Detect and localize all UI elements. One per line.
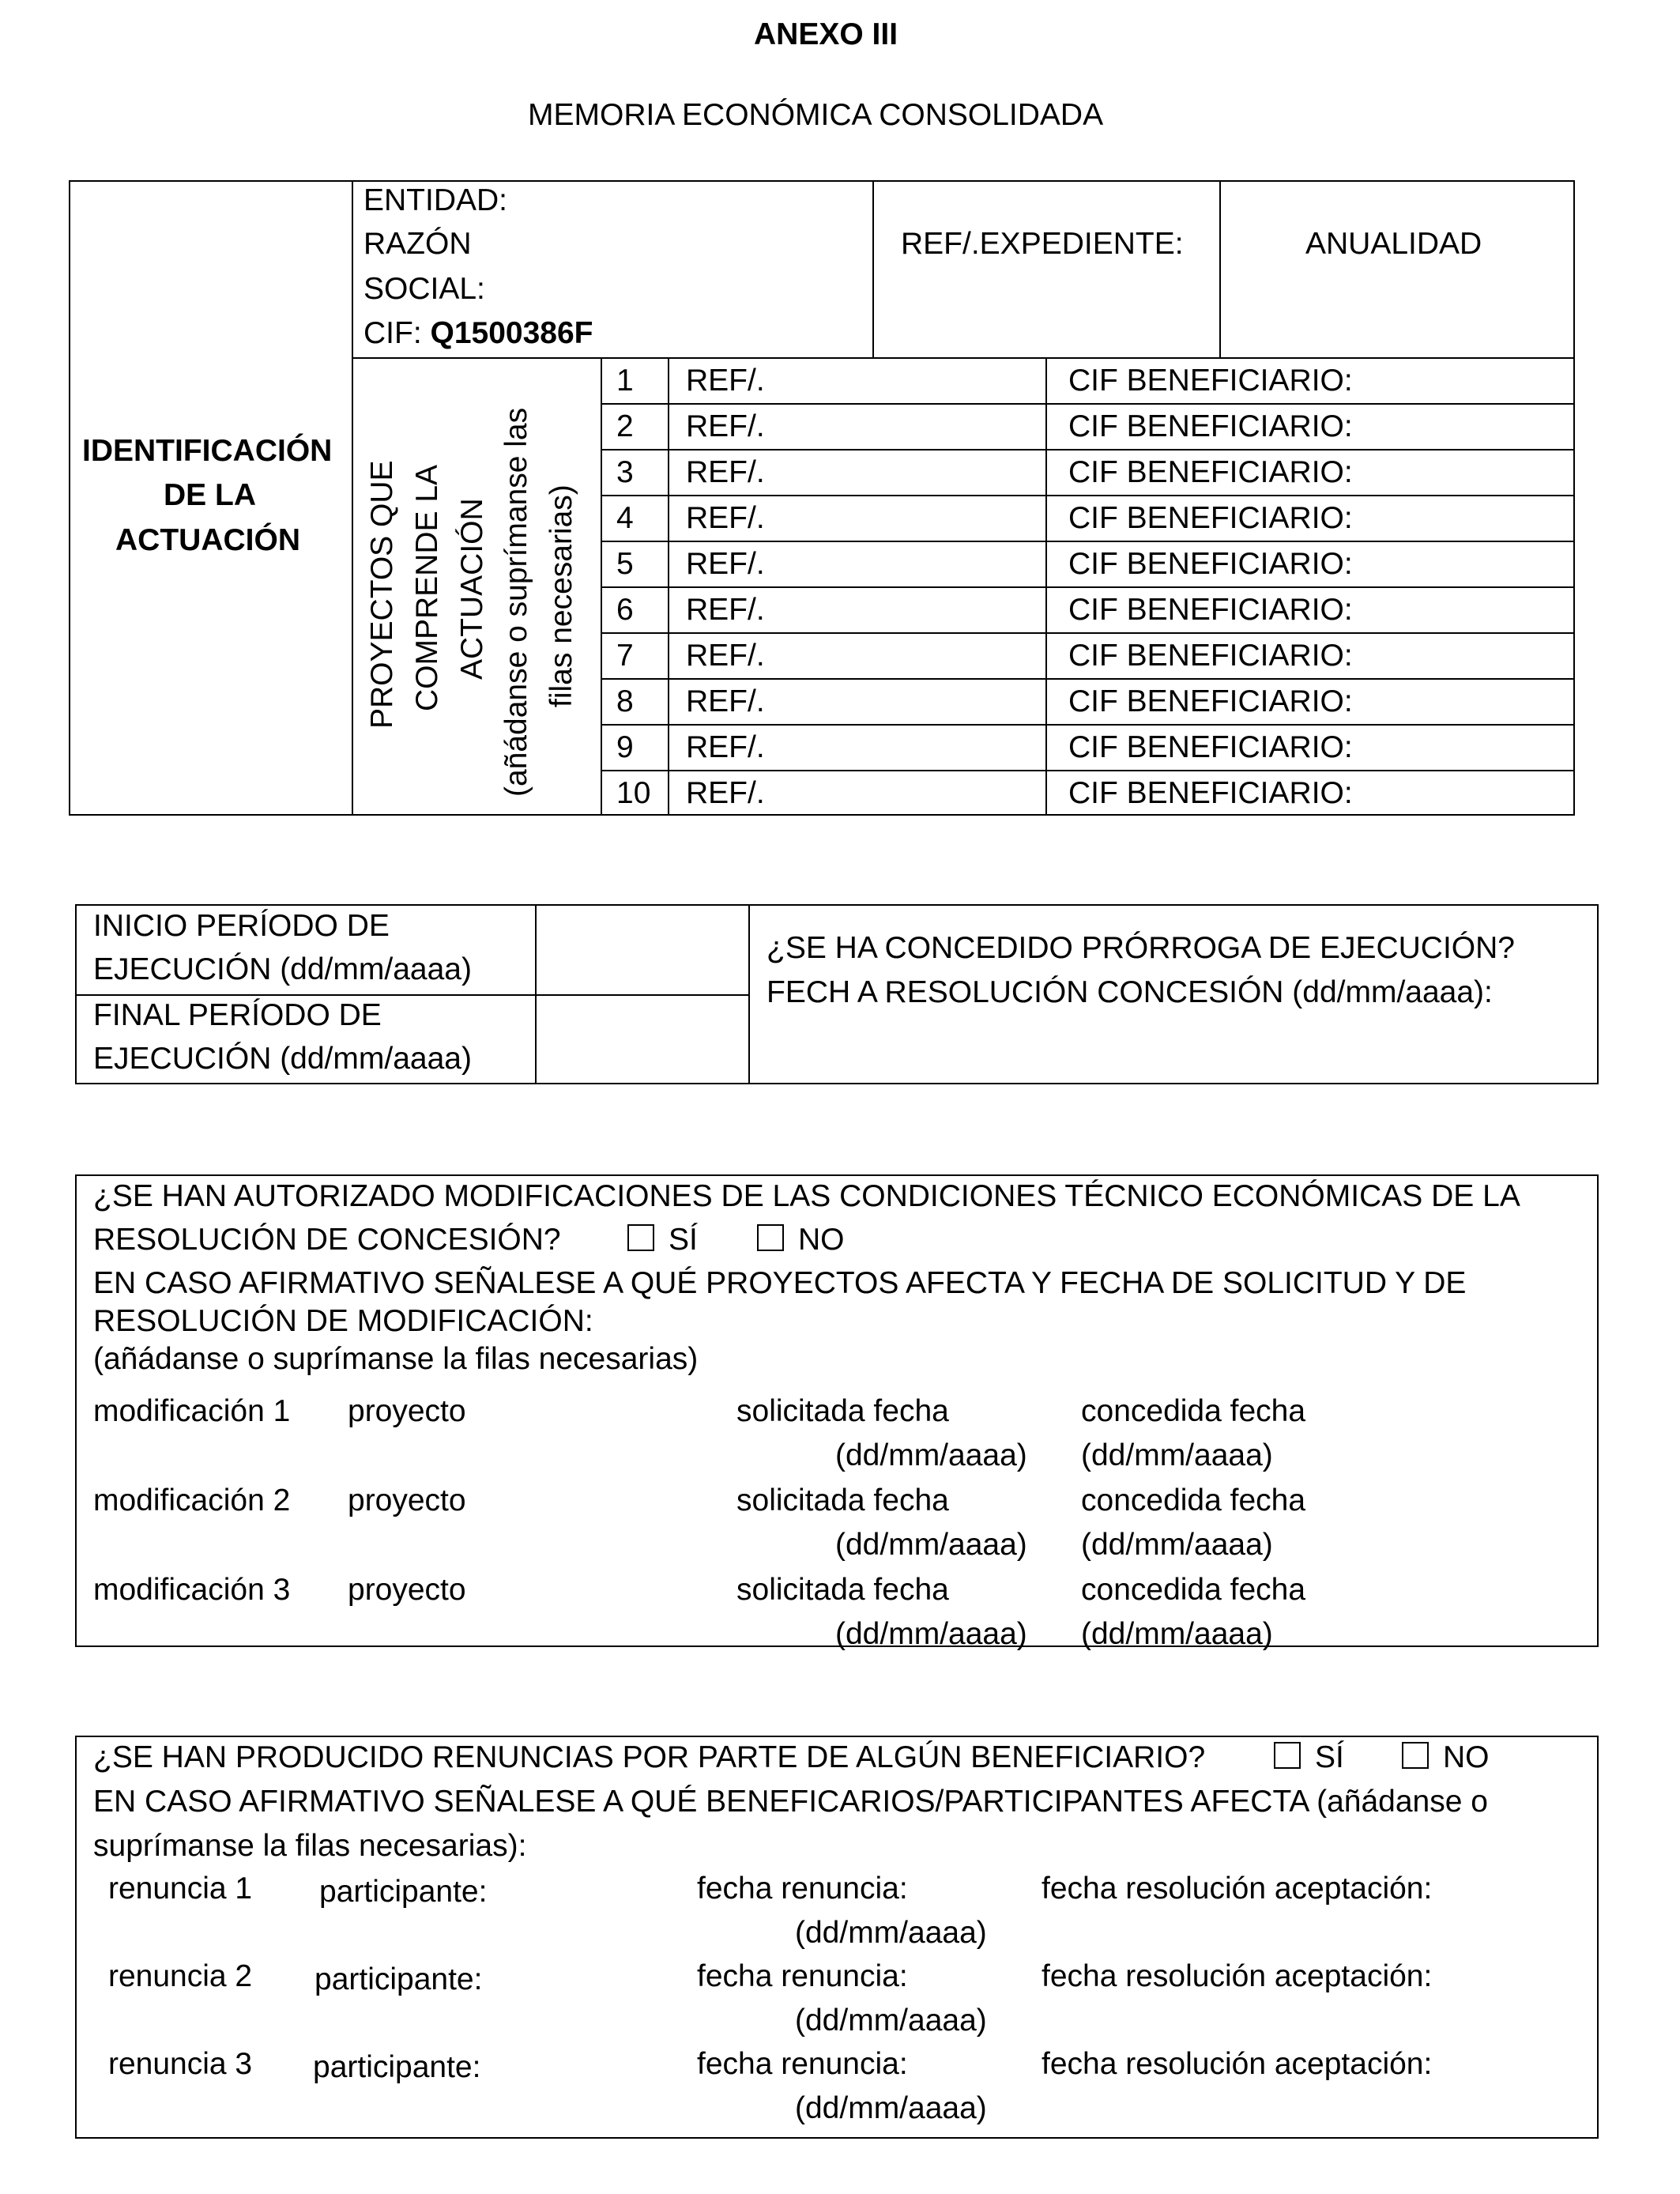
proyecto-row-ref-label: REF/.: [686, 364, 765, 398]
cif-label: CIF:: [363, 316, 431, 350]
proyecto-row-cif-label: CIF BENEFICIARIO:: [1068, 409, 1353, 443]
modificaciones-question-line1: ¿SE HAN AUTORIZADO MODIFICACIONES DE LAS CONDICIONES TÉCNICO ECONÓMICAS DE LA: [93, 1179, 1520, 1213]
proyecto-row-cif-label: CIF BENEFICIARIO:: [1068, 593, 1353, 627]
renuncia-fecha-format: (dd/mm/aaaa): [795, 2004, 987, 2038]
modificacion-concedida-label: concedida fecha: [1081, 1573, 1306, 1607]
modificacion-label: modificación 1: [93, 1394, 291, 1428]
identificacion-label-line3: ACTUACIÓN: [115, 523, 300, 557]
renuncia-resolucion-label: fecha resolución aceptación:: [1042, 1959, 1433, 1993]
proyecto-row-number: 4: [616, 501, 634, 535]
modificaciones-no-checkbox[interactable]: [757, 1224, 784, 1251]
modificaciones-instr-line2: RESOLUCIÓN DE MODIFICACIÓN:: [93, 1304, 593, 1338]
proyecto-row-cif-label: CIF BENEFICIARIO:: [1068, 639, 1353, 673]
proyecto-row-number: 9: [616, 730, 634, 764]
renuncias-question: ¿SE HAN PRODUCIDO RENUNCIAS POR PARTE DE ALGÚN BENEFICIARIO?: [93, 1740, 1206, 1774]
modificacion-concedida-label: concedida fecha: [1081, 1394, 1306, 1428]
modificacion-concedida-format: (dd/mm/aaaa): [1081, 1438, 1273, 1472]
cif-value: Q1500386F: [430, 316, 593, 350]
proyecto-row-ref-label: REF/.: [686, 776, 765, 810]
modificaciones-instr-line1: EN CASO AFIRMATIVO SEÑALESE A QUÉ PROYECTOS AFECTA Y FECHA DE SOLICITUD Y DE: [93, 1266, 1467, 1300]
renuncia-fecha-label: fecha renuncia:: [697, 2047, 908, 2081]
modificacion-solicitada-label: solicitada fecha: [736, 1573, 949, 1607]
final-periodo-label-line1: FINAL PERÍODO DE: [93, 998, 382, 1032]
page-title: ANEXO III: [754, 17, 898, 51]
proyecto-row-number: 3: [616, 455, 634, 489]
proyectos-label-line1: PROYECTOS QUE: [365, 460, 399, 729]
proyecto-row-cif-label: CIF BENEFICIARIO:: [1068, 547, 1353, 581]
renuncias-no-checkbox[interactable]: [1402, 1742, 1429, 1769]
identificacion-outer-box: [69, 180, 1575, 816]
renuncias-si-checkbox[interactable]: [1274, 1742, 1301, 1769]
renuncia-fecha-label: fecha renuncia:: [697, 1959, 908, 1993]
proyecto-row-ref-label: REF/.: [686, 455, 765, 489]
proyecto-row-ref-label: REF/.: [686, 547, 765, 581]
proyecto-row-number: 1: [616, 364, 634, 398]
proyecto-row-ref-label: REF/.: [686, 409, 765, 443]
modificacion-concedida-format: (dd/mm/aaaa): [1081, 1617, 1273, 1651]
proyecto-row-number: 6: [616, 593, 634, 627]
inicio-periodo-label-line2: EJECUCIÓN (dd/mm/aaaa): [93, 952, 472, 986]
proyecto-row-ref-label: REF/.: [686, 639, 765, 673]
entidad-label: ENTIDAD:: [363, 183, 508, 217]
modificacion-concedida-format: (dd/mm/aaaa): [1081, 1528, 1273, 1562]
proyecto-row-cif-label: CIF BENEFICIARIO:: [1068, 501, 1353, 535]
renuncia-fecha-format: (dd/mm/aaaa): [795, 1916, 987, 1950]
renuncia-resolucion-label: fecha resolución aceptación:: [1042, 2047, 1433, 2081]
proyecto-row-number: 5: [616, 547, 634, 581]
final-periodo-input[interactable]: [537, 997, 746, 1082]
proyectos-label-line5: filas necesarias): [544, 484, 578, 707]
proyecto-row-cif-label: CIF BENEFICIARIO:: [1068, 455, 1353, 489]
prorroga-question: ¿SE HA CONCEDIDO PRÓRROGA DE EJECUCIÓN?: [767, 931, 1515, 965]
razon-social-label-line1: RAZÓN: [363, 227, 472, 261]
renuncias-no-label: NO: [1443, 1740, 1490, 1774]
proyecto-row-number: 10: [616, 776, 651, 810]
proyectos-label-line2: COMPRENDE LA: [410, 464, 444, 711]
proyecto-row-number: 2: [616, 409, 634, 443]
modificacion-solicitada-format: (dd/mm/aaaa): [835, 1438, 1027, 1472]
proyecto-row-ref-label: REF/.: [686, 593, 765, 627]
renuncias-instr-line1: EN CASO AFIRMATIVO SEÑALESE A QUÉ BENEFICARIOS/PARTICIPANTES AFECTA (añádanse o: [93, 1785, 1488, 1819]
prorroga-fecha-label: FECH A RESOLUCIÓN CONCESIÓN (dd/mm/aaaa):: [767, 975, 1493, 1009]
proyecto-row-number: 7: [616, 639, 634, 673]
modificaciones-si-checkbox[interactable]: [627, 1224, 654, 1251]
renuncia-label: renuncia 1: [108, 1872, 253, 1906]
renuncia-fecha-label: fecha renuncia:: [697, 1872, 908, 1906]
modificacion-solicitada-label: solicitada fecha: [736, 1394, 949, 1428]
inicio-periodo-input[interactable]: [537, 907, 746, 992]
proyecto-row-cif-label: CIF BENEFICIARIO:: [1068, 684, 1353, 718]
proyecto-row-ref-label: REF/.: [686, 684, 765, 718]
renuncia-participante-label: participante:: [313, 2050, 481, 2084]
modificacion-solicitada-label: solicitada fecha: [736, 1483, 949, 1517]
modificacion-concedida-label: concedida fecha: [1081, 1483, 1306, 1517]
anualidad-label: ANUALIDAD: [1305, 227, 1482, 261]
ref-expediente-label: REF/.EXPEDIENTE:: [901, 227, 1184, 261]
modificaciones-question-line2: RESOLUCIÓN DE CONCESIÓN?: [93, 1223, 561, 1257]
inicio-periodo-label-line1: INICIO PERÍODO DE: [93, 909, 390, 943]
renuncia-label: renuncia 2: [108, 1959, 253, 1993]
modificaciones-si-label: SÍ: [669, 1223, 698, 1257]
modificacion-proyecto-label: proyecto: [348, 1573, 466, 1607]
modificacion-solicitada-format: (dd/mm/aaaa): [835, 1528, 1027, 1562]
renuncia-participante-label: participante:: [319, 1875, 488, 1909]
proyecto-row-ref-label: REF/.: [686, 730, 765, 764]
razon-social-label-line2: SOCIAL:: [363, 272, 485, 306]
modificaciones-instr-line3: (añádanse o suprímanse la filas necesarias): [93, 1342, 699, 1376]
modificacion-proyecto-label: proyecto: [348, 1394, 466, 1428]
renuncia-participante-label: participante:: [315, 1962, 483, 1996]
proyecto-row-cif-label: CIF BENEFICIARIO:: [1068, 730, 1353, 764]
identificacion-label-line1: IDENTIFICACIÓN: [82, 434, 333, 468]
proyecto-row-number: 8: [616, 684, 634, 718]
modificacion-proyecto-label: proyecto: [348, 1483, 466, 1517]
modificaciones-no-label: NO: [798, 1223, 845, 1257]
modificacion-solicitada-format: (dd/mm/aaaa): [835, 1617, 1027, 1651]
identificacion-label-line2: DE LA: [164, 478, 256, 512]
renuncia-label: renuncia 3: [108, 2047, 253, 2081]
proyectos-label-line4: (añádanse o suprímanse las: [499, 407, 533, 797]
modificacion-label: modificación 2: [93, 1483, 291, 1517]
final-periodo-label-line2: EJECUCIÓN (dd/mm/aaaa): [93, 1042, 472, 1076]
proyecto-row-ref-label: REF/.: [686, 501, 765, 535]
proyectos-label-line3: ACTUACIÓN: [455, 498, 489, 680]
renuncias-instr-line2: suprímanse la filas necesarias):: [93, 1829, 527, 1863]
proyecto-row-cif-label: CIF BENEFICIARIO:: [1068, 776, 1353, 810]
renuncia-resolucion-label: fecha resolución aceptación:: [1042, 1872, 1433, 1906]
cif-field: [363, 318, 593, 349]
renuncias-si-label: SÍ: [1315, 1740, 1344, 1774]
modificacion-label: modificación 3: [93, 1573, 291, 1607]
page-subtitle: MEMORIA ECONÓMICA CONSOLIDADA: [528, 98, 1104, 132]
proyecto-row-cif-label: CIF BENEFICIARIO:: [1068, 364, 1353, 398]
renuncia-fecha-format: (dd/mm/aaaa): [795, 2091, 987, 2125]
